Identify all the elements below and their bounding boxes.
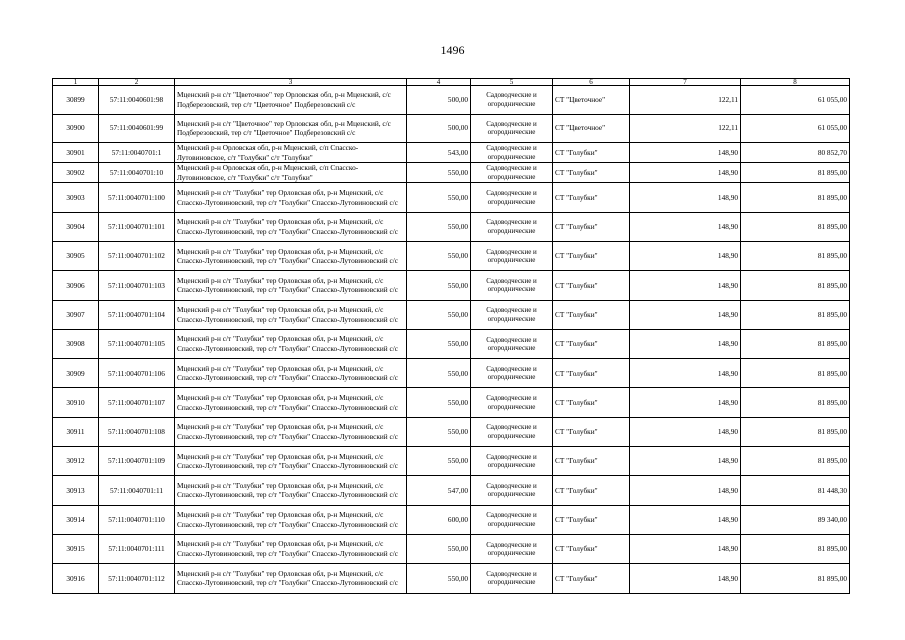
row-number-cell: 30902 xyxy=(53,163,99,183)
address-cell: Мценский р-н Орловская обл, р-н Мценский, с/п Спасско-Лутовиновское, с/т "Голубки" с/т "Голубки" xyxy=(175,143,407,163)
address-cell: Мценский р-н с/т "Голубки" тер Орловская обл, р-н Мценский, с/с Спасско-Лутовиновский, тер с/т "Голубки" Спасско-Лутовиновский с/с xyxy=(175,300,407,329)
cadastral-value-cell: 61 055,00 xyxy=(741,114,850,143)
settlement-cell: СТ "Голубки" xyxy=(553,241,630,270)
table-row xyxy=(53,417,850,446)
row-number-cell: 30915 xyxy=(53,534,99,563)
row-number-cell: 30913 xyxy=(53,476,99,505)
row-number-cell: 30907 xyxy=(53,300,99,329)
unit-price-cell: 148,90 xyxy=(630,534,741,563)
row-number-cell: 30899 xyxy=(53,86,99,115)
settlement-cell: СТ "Цветочное" xyxy=(553,114,630,143)
table-row xyxy=(53,114,850,143)
column-header: 8 xyxy=(741,79,850,86)
cadastral-number-cell: 57:11:0040701:10 xyxy=(99,163,175,183)
settlement-cell: СТ "Голубки" xyxy=(553,447,630,476)
settlement-cell: СТ "Голубки" xyxy=(553,271,630,300)
cadastral-value-cell: 81 448,30 xyxy=(741,476,850,505)
area-cell: 550,00 xyxy=(407,212,471,241)
unit-price-cell: 148,90 xyxy=(630,417,741,446)
address-cell: Мценский р-н с/т "Голубки" тер Орловская обл, р-н Мценский, с/с Спасско-Лутовиновский, тер с/т "Голубки" Спасско-Лутовиновский с/с xyxy=(175,271,407,300)
row-number-cell: 30901 xyxy=(53,143,99,163)
settlement-cell: СТ "Голубки" xyxy=(553,143,630,163)
column-header: 3 xyxy=(175,79,407,86)
column-header: 1 xyxy=(53,79,99,86)
cadastral-number-cell: 57:11:0040601:98 xyxy=(99,86,175,115)
row-number-cell: 30911 xyxy=(53,417,99,446)
cadastral-number-cell: 57:11:0040701:102 xyxy=(99,241,175,270)
land-use-cell: Садоводческие и огороднические xyxy=(471,300,553,329)
unit-price-cell: 148,90 xyxy=(630,388,741,417)
area-cell: 550,00 xyxy=(407,183,471,212)
area-cell: 500,00 xyxy=(407,114,471,143)
address-cell: Мценский р-н с/т "Цветочное" тер Орловская обл, р-н Мценский, с/с Подберезовский, тер с/т "Цветочное" Подберезовский с/с xyxy=(175,114,407,143)
column-header: 5 xyxy=(471,79,553,86)
row-number-cell: 30908 xyxy=(53,329,99,358)
area-cell: 550,00 xyxy=(407,534,471,563)
address-cell: Мценский р-н с/т "Голубки" тер Орловская обл, р-н Мценский, с/с Спасско-Лутовиновский, тер с/т "Голубки" Спасско-Лутовиновский с/с xyxy=(175,212,407,241)
area-cell: 550,00 xyxy=(407,163,471,183)
table-row xyxy=(53,143,850,163)
cadastral-number-cell: 57:11:0040701:100 xyxy=(99,183,175,212)
settlement-cell: СТ "Голубки" xyxy=(553,359,630,388)
land-use-cell: Садоводческие и огороднические xyxy=(471,163,553,183)
land-use-cell: Садоводческие и огороднические xyxy=(471,534,553,563)
column-header: 2 xyxy=(99,79,175,86)
unit-price-cell: 148,90 xyxy=(630,300,741,329)
address-cell: Мценский р-н с/т "Голубки" тер Орловская обл, р-н Мценский, с/с Спасско-Лутовиновский, тер с/т "Голубки" Спасско-Лутовиновский с/с xyxy=(175,359,407,388)
area-cell: 550,00 xyxy=(407,388,471,417)
unit-price-cell: 148,90 xyxy=(630,212,741,241)
cadastral-value-cell: 81 895,00 xyxy=(741,329,850,358)
table-row xyxy=(53,300,850,329)
address-cell: Мценский р-н с/т "Голубки" тер Орловская обл, р-н Мценский, с/с Спасско-Лутовиновский, тер с/т "Голубки" Спасско-Лутовиновский с/с xyxy=(175,534,407,563)
unit-price-cell: 122,11 xyxy=(630,114,741,143)
land-use-cell: Садоводческие и огороднические xyxy=(471,359,553,388)
row-number-cell: 30900 xyxy=(53,114,99,143)
area-cell: 543,00 xyxy=(407,143,471,163)
settlement-cell: СТ "Голубки" xyxy=(553,505,630,534)
settlement-cell: СТ "Голубки" xyxy=(553,564,630,593)
unit-price-cell: 148,90 xyxy=(630,564,741,593)
cadastral-number-cell: 57:11:0040701:112 xyxy=(99,564,175,593)
table-row xyxy=(53,564,850,593)
cadastral-value-cell: 81 895,00 xyxy=(741,271,850,300)
row-number-cell: 30916 xyxy=(53,564,99,593)
area-cell: 550,00 xyxy=(407,300,471,329)
cadastral-value-cell: 61 055,00 xyxy=(741,86,850,115)
settlement-cell: СТ "Голубки" xyxy=(553,476,630,505)
address-cell: Мценский р-н с/т "Голубки" тер Орловская обл, р-н Мценский, с/с Спасско-Лутовиновский, тер с/т "Голубки" Спасско-Лутовиновский с/с xyxy=(175,505,407,534)
address-cell: Мценский р-н с/т "Голубки" тер Орловская обл, р-н Мценский, с/с Спасско-Лутовиновский, тер с/т "Голубки" Спасско-Лутовиновский с/с xyxy=(175,476,407,505)
row-number-cell: 30909 xyxy=(53,359,99,388)
settlement-cell: СТ "Голубки" xyxy=(553,388,630,417)
table-row xyxy=(53,505,850,534)
cadastral-value-cell: 89 340,00 xyxy=(741,505,850,534)
cadastral-number-cell: 57:11:0040701:110 xyxy=(99,505,175,534)
table-row xyxy=(53,212,850,241)
row-number-cell: 30903 xyxy=(53,183,99,212)
page-number: 1496 xyxy=(440,43,465,57)
table-row xyxy=(53,388,850,417)
unit-price-cell: 148,90 xyxy=(630,476,741,505)
row-number-cell: 30914 xyxy=(53,505,99,534)
area-cell: 550,00 xyxy=(407,271,471,300)
area-cell: 550,00 xyxy=(407,329,471,358)
table-row xyxy=(53,271,850,300)
land-use-cell: Садоводческие и огороднические xyxy=(471,212,553,241)
column-header: 7 xyxy=(630,79,741,86)
table-row xyxy=(53,359,850,388)
address-cell: Мценский р-н Орловская обл, р-н Мценский, с/п Спасско-Лутовиновское, с/т "Голубки" с/т "Голубки" xyxy=(175,163,407,183)
settlement-cell: СТ "Голубки" xyxy=(553,183,630,212)
cadastral-number-cell: 57:11:0040701:111 xyxy=(99,534,175,563)
settlement-cell: СТ "Голубки" xyxy=(553,534,630,563)
unit-price-cell: 148,90 xyxy=(630,241,741,270)
table-row xyxy=(53,163,850,183)
cadastral-number-cell: 57:11:0040701:1 xyxy=(99,143,175,163)
row-number-cell: 30904 xyxy=(53,212,99,241)
land-plot-registry-table xyxy=(52,78,850,594)
table-row xyxy=(53,534,850,563)
address-cell: Мценский р-н с/т "Голубки" тер Орловская обл, р-н Мценский, с/с Спасско-Лутовиновский, тер с/т "Голубки" Спасско-Лутовиновский с/с xyxy=(175,417,407,446)
row-number-cell: 30906 xyxy=(53,271,99,300)
land-use-cell: Садоводческие и огороднические xyxy=(471,505,553,534)
table-row xyxy=(53,476,850,505)
cadastral-value-cell: 81 895,00 xyxy=(741,447,850,476)
cadastral-value-cell: 81 895,00 xyxy=(741,534,850,563)
cadastral-value-cell: 81 895,00 xyxy=(741,388,850,417)
area-cell: 550,00 xyxy=(407,241,471,270)
address-cell: Мценский р-н с/т "Голубки" тер Орловская обл, р-н Мценский, с/с Спасско-Лутовиновский, тер с/т "Голубки" Спасско-Лутовиновский с/с xyxy=(175,564,407,593)
cadastral-number-cell: 57:11:0040701:105 xyxy=(99,329,175,358)
cadastral-number-cell: 57:11:0040701:11 xyxy=(99,476,175,505)
cadastral-value-cell: 81 895,00 xyxy=(741,163,850,183)
unit-price-cell: 148,90 xyxy=(630,505,741,534)
column-number-row xyxy=(53,79,850,86)
table-row xyxy=(53,241,850,270)
settlement-cell: СТ "Голубки" xyxy=(553,300,630,329)
address-cell: Мценский р-н с/т "Голубки" тер Орловская обл, р-н Мценский, с/с Спасско-Лутовиновский, тер с/т "Голубки" Спасско-Лутовиновский с/с xyxy=(175,183,407,212)
unit-price-cell: 148,90 xyxy=(630,163,741,183)
table-row xyxy=(53,183,850,212)
land-use-cell: Садоводческие и огороднические xyxy=(471,476,553,505)
cadastral-number-cell: 57:11:0040701:101 xyxy=(99,212,175,241)
land-use-cell: Садоводческие и огороднические xyxy=(471,329,553,358)
row-number-cell: 30912 xyxy=(53,447,99,476)
area-cell: 500,00 xyxy=(407,86,471,115)
row-number-cell: 30910 xyxy=(53,388,99,417)
area-cell: 550,00 xyxy=(407,564,471,593)
area-cell: 550,00 xyxy=(407,359,471,388)
land-use-cell: Садоводческие и огороднические xyxy=(471,143,553,163)
cadastral-number-cell: 57:11:0040601:99 xyxy=(99,114,175,143)
land-use-cell: Садоводческие и огороднические xyxy=(471,114,553,143)
table-row xyxy=(53,86,850,115)
cadastral-value-cell: 81 895,00 xyxy=(741,241,850,270)
cadastral-number-cell: 57:11:0040701:103 xyxy=(99,271,175,300)
cadastral-number-cell: 57:11:0040701:108 xyxy=(99,417,175,446)
cadastral-number-cell: 57:11:0040701:107 xyxy=(99,388,175,417)
cadastral-number-cell: 57:11:0040701:106 xyxy=(99,359,175,388)
land-use-cell: Садоводческие и огороднические xyxy=(471,86,553,115)
settlement-cell: СТ "Голубки" xyxy=(553,212,630,241)
area-cell: 550,00 xyxy=(407,447,471,476)
land-use-cell: Садоводческие и огороднические xyxy=(471,241,553,270)
address-cell: Мценский р-н с/т "Голубки" тер Орловская обл, р-н Мценский, с/с Спасско-Лутовиновский, тер с/т "Голубки" Спасско-Лутовиновский с/с xyxy=(175,241,407,270)
cadastral-value-cell: 81 895,00 xyxy=(741,183,850,212)
address-cell: Мценский р-н с/т "Голубки" тер Орловская обл, р-н Мценский, с/с Спасско-Лутовиновский, тер с/т "Голубки" Спасско-Лутовиновский с/с xyxy=(175,447,407,476)
settlement-cell: СТ "Голубки" xyxy=(553,329,630,358)
land-use-cell: Садоводческие и огороднические xyxy=(471,417,553,446)
cadastral-number-cell: 57:11:0040701:109 xyxy=(99,447,175,476)
cadastral-number-cell: 57:11:0040701:104 xyxy=(99,300,175,329)
cadastral-value-cell: 81 895,00 xyxy=(741,417,850,446)
settlement-cell: СТ "Голубки" xyxy=(553,417,630,446)
area-cell: 547,00 xyxy=(407,476,471,505)
unit-price-cell: 122,11 xyxy=(630,86,741,115)
address-cell: Мценский р-н с/т "Голубки" тер Орловская обл, р-н Мценский, с/с Спасско-Лутовиновский, тер с/т "Голубки" Спасско-Лутовиновский с/с xyxy=(175,388,407,417)
land-use-cell: Садоводческие и огороднические xyxy=(471,564,553,593)
area-cell: 600,00 xyxy=(407,505,471,534)
land-use-cell: Садоводческие и огороднические xyxy=(471,183,553,212)
cadastral-value-cell: 81 895,00 xyxy=(741,300,850,329)
unit-price-cell: 148,90 xyxy=(630,359,741,388)
land-use-cell: Садоводческие и огороднические xyxy=(471,388,553,417)
unit-price-cell: 148,90 xyxy=(630,329,741,358)
settlement-cell: СТ "Голубки" xyxy=(553,163,630,183)
cadastral-value-cell: 80 852,70 xyxy=(741,143,850,163)
unit-price-cell: 148,90 xyxy=(630,447,741,476)
column-header: 4 xyxy=(407,79,471,86)
address-cell: Мценский р-н с/т "Цветочное" тер Орловская обл, р-н Мценский, с/с Подберезовский, тер с/т "Цветочное" Подберезовский с/с xyxy=(175,86,407,115)
cadastral-value-cell: 81 895,00 xyxy=(741,564,850,593)
settlement-cell: СТ "Цветочное" xyxy=(553,86,630,115)
cadastral-value-cell: 81 895,00 xyxy=(741,212,850,241)
area-cell: 550,00 xyxy=(407,417,471,446)
unit-price-cell: 148,90 xyxy=(630,271,741,300)
table-row xyxy=(53,447,850,476)
column-header: 6 xyxy=(553,79,630,86)
cadastral-value-cell: 81 895,00 xyxy=(741,359,850,388)
table-row xyxy=(53,329,850,358)
land-use-cell: Садоводческие и огороднические xyxy=(471,447,553,476)
unit-price-cell: 148,90 xyxy=(630,143,741,163)
row-number-cell: 30905 xyxy=(53,241,99,270)
unit-price-cell: 148,90 xyxy=(630,183,741,212)
address-cell: Мценский р-н с/т "Голубки" тер Орловская обл, р-н Мценский, с/с Спасско-Лутовиновский, тер с/т "Голубки" Спасско-Лутовиновский с/с xyxy=(175,329,407,358)
land-use-cell: Садоводческие и огороднические xyxy=(471,271,553,300)
